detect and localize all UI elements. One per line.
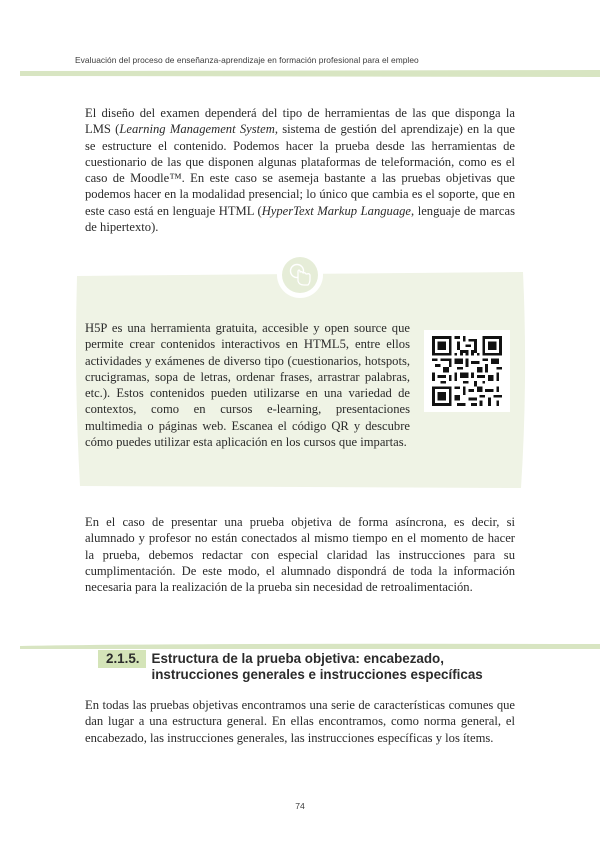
pointer-hand-icon xyxy=(277,252,323,298)
qr-code[interactable] xyxy=(424,330,510,412)
paragraph-text: , lenguaje de marcas de hipertexto). xyxy=(85,203,515,235)
callout-text: H5P es una herramienta gratuita, accesible y open source que permite crear contenidos interactivos en HTML5, entre ellos actividades y exámenes de diverso tipo (cuestionarios, hotspots, crucigramas, sopa de letras, ordenar frases, arrastrar palabras, etc.). Estos contenidos pueden utilizarse en una variedad de contextos, como en cursos e-learning, presentaciones multimedia o páginas web. Escanea el código QR y descubre cómo puedes utilizar esta aplicación en los cursos que impartas. xyxy=(85,321,410,450)
paragraph-italic-term: HyperText Markup Language xyxy=(261,203,412,218)
section-rule xyxy=(20,643,600,649)
section-number: 2.1.5. xyxy=(98,650,146,668)
page-number: 74 xyxy=(295,801,305,811)
section-title: Estructura de la prueba objetiva: encabezado, instrucciones generales e instrucciones específicas xyxy=(151,651,483,682)
paragraph-asynchronous: En el caso de presentar una prueba objetiva de forma asíncrona, es decir, si alumnado y profesor no están conectados al mismo tiempo en el momento de hacer la prueba, debemos redactar con especial claridad las instrucciones para su cumplimentación. De este modo, el alumnado dispondrá de toda la información necesaria para la realización de la prueba sin necesidad de retroalimentación. xyxy=(85,515,515,595)
header-rule xyxy=(20,70,600,77)
paragraph-text: , sistema de gestión del aprendizaje) en la que se estructure el contenido. Podemos hacer la prueba desde las herramientas de cuestionario de las que disponen algunas plataformas de teleformación, como es el caso de Moodle™. En este caso se asemeja bastante a las pruebas objetivas que podemos hacer en la modalidad presencial; lo único que cambia es el soporte, que en este caso está en lenguaje HTML ( xyxy=(85,122,515,218)
running-header: Evaluación del proceso de enseñanza-aprendizaje en formación profesional para el empleo xyxy=(75,55,419,65)
paragraph-lms xyxy=(85,105,515,235)
section-heading xyxy=(98,650,512,682)
paragraph-italic-term: Learning Management System xyxy=(119,122,275,137)
paragraph-text: El diseño del examen dependerá del tipo de herramientas de las que disponga la LMS ( xyxy=(85,106,515,137)
paragraph-structure: En todas las pruebas objetivas encontramos una serie de características comunes que dan lugar a una estructura general. En ellas encontramos, como norma general, el encabezado, las instrucciones generales, las instrucciones específicas y los ítems. xyxy=(85,698,515,745)
h5p-callout-box xyxy=(74,272,526,488)
qr-code-image xyxy=(432,336,502,406)
